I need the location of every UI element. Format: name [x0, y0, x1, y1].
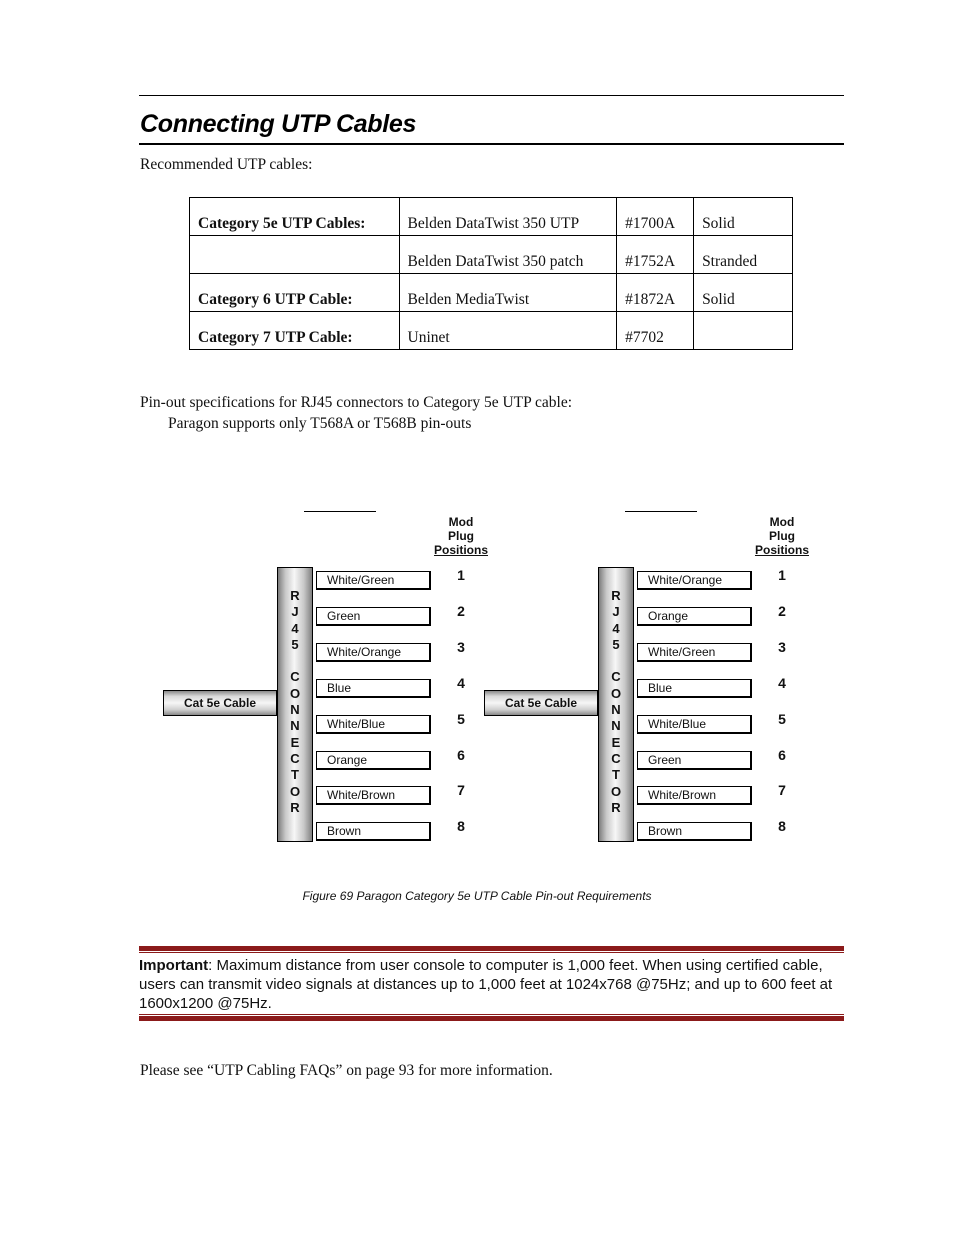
important-rule-top-thin	[139, 952, 844, 953]
footer-note: Please see “UTP Cabling FAQs” on page 93 for more information.	[140, 1062, 553, 1079]
mod-header-line: Mod	[769, 515, 795, 529]
cable-part-number: #1752A	[617, 236, 694, 274]
connector-letter: O	[610, 685, 622, 701]
connector-letter: C	[611, 669, 621, 685]
connector-letter: 4	[612, 620, 620, 636]
left-blank-line	[304, 511, 376, 512]
connector-label	[277, 588, 313, 816]
right-wire-8: Brown	[637, 822, 752, 841]
right-mod-plug-header	[747, 515, 817, 557]
left-wire-8: Brown	[316, 822, 431, 841]
connector-letter: N	[611, 718, 621, 734]
right-wire-2: Orange	[637, 607, 752, 626]
right-pin-4: 4	[778, 674, 786, 691]
mod-header-line: Mod	[448, 515, 474, 529]
cable-type: Solid	[694, 274, 793, 312]
connector-letter: J	[291, 604, 299, 620]
connector-letter: R	[611, 799, 621, 815]
pinout-text-1: Pin-out specifications for RJ45 connectors to Category 5e UTP cable:	[140, 394, 573, 411]
connector-letter: T	[612, 767, 620, 783]
table-row	[190, 312, 793, 350]
mod-header-line: Plug	[769, 529, 795, 543]
right-pin-7: 7	[778, 782, 786, 799]
important-rule-top	[139, 946, 844, 951]
connector-letter: E	[611, 734, 621, 750]
cable-category: Category 7 UTP Cable:	[190, 312, 400, 350]
cable-type: Stranded	[694, 236, 793, 274]
cable-table	[189, 197, 793, 350]
mod-header-line: Plug	[448, 529, 474, 543]
connector-letter: C	[290, 750, 300, 766]
mod-header-line: Positions	[433, 543, 488, 557]
right-cat5e-cable: Cat 5e Cable	[484, 690, 598, 716]
connector-letter: N	[290, 718, 300, 734]
connector-letter: T	[291, 767, 299, 783]
left-pin-6: 6	[457, 746, 465, 763]
cable-model: Belden MediaTwist	[399, 274, 617, 312]
cable-category: Category 5e UTP Cables:	[190, 198, 400, 236]
figure-caption: Figure 69 Paragon Category 5e UTP Cable Pin-out Requirements	[302, 889, 652, 903]
left-wire-4: Blue	[316, 679, 431, 698]
important-label: Important	[139, 957, 209, 974]
page-title: Connecting UTP Cables	[140, 110, 417, 138]
left-wire-7: White/Brown	[316, 786, 431, 805]
left-rj45-connector	[277, 567, 313, 842]
right-pin-6: 6	[778, 746, 786, 763]
cable-part-number: #1872A	[617, 274, 694, 312]
right-blank-line	[625, 511, 697, 512]
cable-type: Solid	[694, 198, 793, 236]
connector-letter: O	[610, 783, 622, 799]
right-rj45-connector	[598, 567, 634, 842]
connector-letter: C	[611, 750, 621, 766]
right-wire-5: White/Blue	[637, 715, 752, 734]
connector-letter: 5	[612, 636, 620, 652]
cable-part-number: #1700A	[617, 198, 694, 236]
important-rule-bottom-thin	[139, 1014, 844, 1015]
connector-letter: 4	[291, 620, 299, 636]
connector-letter: O	[289, 783, 301, 799]
right-pin-1: 1	[778, 567, 786, 583]
right-wire-7: White/Brown	[637, 786, 752, 805]
left-wire-6: Orange	[316, 751, 431, 770]
connector-letter: O	[289, 685, 301, 701]
left-mod-plug-header	[426, 515, 496, 557]
cable-model: Belden DataTwist 350 patch	[399, 236, 617, 274]
connector-letter	[277, 653, 313, 669]
left-pin-2: 2	[457, 602, 465, 619]
table-row	[190, 274, 793, 312]
left-wire-1: White/Green	[316, 571, 431, 590]
cable-model: Belden DataTwist 350 UTP	[399, 198, 617, 236]
left-cat5e-cable: Cat 5e Cable	[163, 690, 277, 716]
connector-letter: C	[290, 669, 300, 685]
important-rule-bottom	[139, 1016, 844, 1021]
left-wire-5: White/Blue	[316, 715, 431, 734]
cable-type	[694, 312, 793, 350]
left-pin-5: 5	[457, 710, 465, 727]
left-pin-3: 3	[457, 638, 465, 655]
left-pin-8: 8	[457, 818, 465, 835]
left-pin-1: 1	[457, 567, 465, 583]
cable-model: Uninet	[399, 312, 617, 350]
mod-header-line: Positions	[754, 543, 809, 557]
connector-letter	[598, 653, 634, 669]
cable-category: Category 6 UTP Cable:	[190, 274, 400, 312]
pinout-text-2: Paragon supports only T568A or T568B pin-outs	[168, 415, 472, 432]
connector-letter: R	[290, 588, 300, 603]
right-pin-5: 5	[778, 710, 786, 727]
header-rule	[139, 95, 844, 96]
right-wire-6: Green	[637, 751, 752, 770]
title-rule	[139, 143, 844, 145]
right-wire-1: White/Orange	[637, 571, 752, 590]
right-pin-2: 2	[778, 602, 786, 619]
important-note	[139, 956, 839, 1013]
connector-letter: R	[290, 799, 300, 815]
connector-letter: R	[611, 588, 621, 603]
cable-part-number: #7702	[617, 312, 694, 350]
table-row	[190, 236, 793, 274]
connector-label	[598, 588, 634, 816]
connector-letter: J	[612, 604, 620, 620]
left-wire-3: White/Orange	[316, 643, 431, 662]
left-pin-7: 7	[457, 782, 465, 799]
table-row	[190, 198, 793, 236]
left-wire-2: Green	[316, 607, 431, 626]
connector-letter: 5	[291, 636, 299, 652]
connector-letter: N	[290, 702, 300, 718]
right-wire-4: Blue	[637, 679, 752, 698]
connector-letter: N	[611, 702, 621, 718]
left-pin-4: 4	[457, 674, 465, 691]
right-pin-3: 3	[778, 638, 786, 655]
right-pin-8: 8	[778, 818, 786, 835]
important-text: : Maximum distance from user console to computer is 1,000 feet. When using certified cable, users can transmit video signals at distances up to 1,000 feet at 1024x768 @75Hz; and up to 600 feet at 1600x1200 @75Hz.	[139, 957, 833, 1012]
intro-text: Recommended UTP cables:	[140, 156, 313, 173]
cable-category	[190, 236, 400, 274]
connector-letter: E	[290, 734, 300, 750]
right-wire-3: White/Green	[637, 643, 752, 662]
